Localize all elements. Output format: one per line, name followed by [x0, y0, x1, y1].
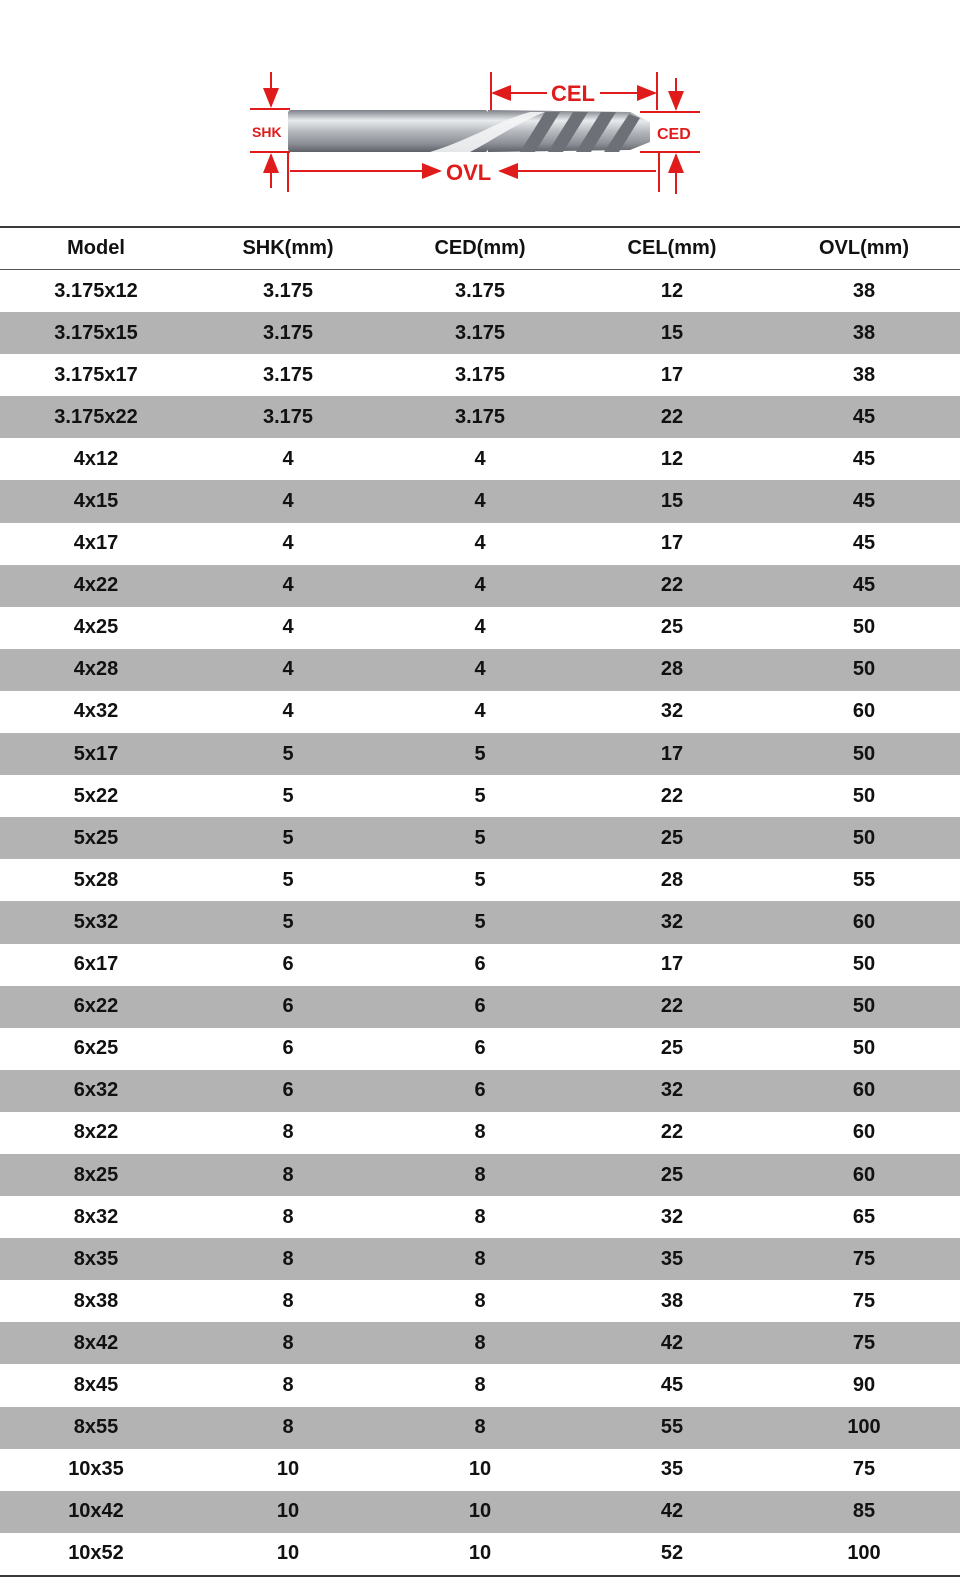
table-row — [0, 523, 960, 565]
cell-ovl: 45 — [852, 447, 876, 470]
shk-label: SHK — [252, 124, 282, 140]
cell-ovl: 38 — [852, 363, 876, 386]
cell-ovl: 60 — [852, 700, 876, 723]
cell-cel: 22 — [660, 405, 684, 428]
cell-cel: 22 — [660, 574, 684, 597]
cell-cel: 35 — [660, 1458, 684, 1481]
cell-shk: 4 — [282, 490, 294, 513]
cell-ced: 6 — [474, 953, 486, 976]
cell-ovl: 60 — [852, 1079, 876, 1102]
cell-model: 6x22 — [73, 995, 119, 1018]
table-row — [0, 649, 960, 691]
cell-ced: 10 — [468, 1500, 492, 1523]
cell-ced: 5 — [474, 826, 486, 849]
cell-shk: 4 — [282, 700, 294, 723]
cell-cel: 17 — [660, 363, 684, 386]
cell-model: 4x32 — [73, 700, 119, 723]
cell-model: 4x28 — [73, 658, 119, 681]
cell-model: 4x12 — [73, 447, 119, 470]
header-ovl: OVL(mm) — [819, 237, 909, 259]
cell-model: 8x42 — [73, 1331, 119, 1354]
cell-cel: 32 — [660, 910, 684, 933]
cell-ced: 4 — [474, 574, 486, 597]
table-header — [0, 228, 960, 270]
cell-ced: 5 — [474, 742, 486, 765]
cell-ced: 8 — [474, 1289, 486, 1312]
table-row — [0, 733, 960, 775]
ovl-label: OVL — [446, 160, 492, 185]
table-row — [0, 354, 960, 396]
cell-ced: 3.175 — [454, 321, 506, 344]
cell-ced: 4 — [474, 490, 486, 513]
cell-model: 5x22 — [73, 784, 119, 807]
cell-cel: 15 — [660, 490, 684, 513]
cell-ovl: 100 — [847, 1542, 881, 1565]
cell-ovl: 85 — [852, 1500, 876, 1523]
cell-cel: 42 — [660, 1331, 684, 1354]
cell-model: 6x25 — [73, 1037, 119, 1060]
cell-model: 4x15 — [73, 490, 119, 513]
cell-cel: 22 — [660, 1121, 684, 1144]
cell-cel: 28 — [660, 868, 684, 891]
cell-model: 4x17 — [73, 532, 119, 555]
cell-ovl: 50 — [852, 953, 876, 976]
cell-ovl: 50 — [852, 1037, 876, 1060]
cell-ced: 5 — [474, 910, 486, 933]
cell-shk: 5 — [282, 868, 294, 891]
cell-shk: 3.175 — [262, 279, 314, 302]
cell-ovl: 75 — [852, 1289, 876, 1312]
cell-shk: 8 — [282, 1247, 294, 1270]
table-row — [0, 565, 960, 607]
cell-shk: 8 — [282, 1373, 294, 1396]
table-row — [0, 396, 960, 438]
table-row — [0, 775, 960, 817]
cell-cel: 17 — [660, 532, 684, 555]
cell-ced: 4 — [474, 532, 486, 555]
cell-cel: 28 — [660, 658, 684, 681]
table-row — [0, 901, 960, 943]
cell-model: 3.175x22 — [54, 405, 138, 428]
header-cel: CEL(mm) — [627, 237, 717, 259]
cell-model: 8x45 — [73, 1373, 119, 1396]
cell-ovl: 38 — [852, 279, 876, 302]
cell-cel: 32 — [660, 1205, 684, 1228]
cell-cel: 25 — [660, 1037, 684, 1060]
cell-model: 6x17 — [73, 953, 119, 976]
cell-ovl: 50 — [852, 995, 876, 1018]
cell-shk: 4 — [282, 574, 294, 597]
cell-model: 10x35 — [68, 1458, 124, 1481]
end-mill-illustration — [0, 0, 960, 226]
cell-shk: 4 — [282, 658, 294, 681]
cell-ced: 6 — [474, 1037, 486, 1060]
spec-table — [0, 226, 960, 1577]
cell-model: 6x32 — [73, 1079, 119, 1102]
cell-model: 10x52 — [68, 1542, 124, 1565]
cell-model: 5x17 — [73, 742, 119, 765]
cell-ovl: 75 — [852, 1247, 876, 1270]
cell-model: 8x22 — [73, 1121, 119, 1144]
table-row — [0, 312, 960, 354]
cell-model: 8x25 — [73, 1163, 119, 1186]
cell-ced: 8 — [474, 1163, 486, 1186]
cell-shk: 6 — [282, 1037, 294, 1060]
table-bottom-rule — [0, 1575, 960, 1577]
cell-cel: 45 — [660, 1373, 684, 1396]
cell-ovl: 45 — [852, 405, 876, 428]
cell-shk: 5 — [282, 784, 294, 807]
cell-ovl: 55 — [852, 868, 876, 891]
table-row — [0, 1491, 960, 1533]
table-row — [0, 817, 960, 859]
cell-ced: 5 — [474, 784, 486, 807]
cell-cel: 38 — [660, 1289, 684, 1312]
cell-ovl: 60 — [852, 1163, 876, 1186]
cell-shk: 4 — [282, 532, 294, 555]
cell-shk: 6 — [282, 953, 294, 976]
cell-shk: 4 — [282, 616, 294, 639]
cell-ced: 8 — [474, 1247, 486, 1270]
cell-model: 4x22 — [73, 574, 119, 597]
cell-cel: 12 — [660, 279, 684, 302]
cell-cel: 12 — [660, 447, 684, 470]
cell-ced: 6 — [474, 995, 486, 1018]
cell-ovl: 60 — [852, 910, 876, 933]
cell-cel: 35 — [660, 1247, 684, 1270]
header-model: Model — [67, 237, 125, 259]
cell-shk: 8 — [282, 1163, 294, 1186]
table-row — [0, 944, 960, 986]
table-row — [0, 1028, 960, 1070]
table-row — [0, 691, 960, 733]
cell-ovl: 50 — [852, 658, 876, 681]
cell-ovl: 50 — [852, 784, 876, 807]
cell-shk: 10 — [276, 1458, 300, 1481]
table-row — [0, 859, 960, 901]
cell-cel: 32 — [660, 1079, 684, 1102]
table-row — [0, 1533, 960, 1575]
cell-shk: 6 — [282, 995, 294, 1018]
cell-ovl: 45 — [852, 490, 876, 513]
cell-shk: 5 — [282, 910, 294, 933]
cell-shk: 8 — [282, 1416, 294, 1439]
end-mill-dimension-diagram — [0, 0, 960, 226]
table-row — [0, 1112, 960, 1154]
cell-shk: 3.175 — [262, 363, 314, 386]
cell-shk: 8 — [282, 1289, 294, 1312]
cell-ced: 4 — [474, 658, 486, 681]
cell-cel: 42 — [660, 1500, 684, 1523]
cell-model: 4x25 — [73, 616, 119, 639]
cell-ced: 8 — [474, 1121, 486, 1144]
table-row — [0, 1407, 960, 1449]
cell-ovl: 45 — [852, 532, 876, 555]
table-row — [0, 270, 960, 312]
cell-model: 5x32 — [73, 910, 119, 933]
table-row — [0, 607, 960, 649]
cel-label: CEL — [551, 81, 595, 106]
cell-shk: 8 — [282, 1121, 294, 1144]
cell-ced: 4 — [474, 447, 486, 470]
cell-cel: 25 — [660, 1163, 684, 1186]
header-ced: CED(mm) — [434, 237, 526, 259]
cell-ovl: 100 — [847, 1416, 881, 1439]
cell-ovl: 75 — [852, 1331, 876, 1354]
cell-cel: 25 — [660, 616, 684, 639]
cell-shk: 3.175 — [262, 321, 314, 344]
cell-cel: 17 — [660, 953, 684, 976]
cell-ovl: 75 — [852, 1458, 876, 1481]
cell-model: 3.175x15 — [54, 321, 138, 344]
table-row — [0, 1449, 960, 1491]
cell-model: 3.175x17 — [54, 363, 138, 386]
cell-ced: 10 — [468, 1458, 492, 1481]
table-row — [0, 1280, 960, 1322]
cell-ovl: 50 — [852, 742, 876, 765]
cell-model: 8x38 — [73, 1289, 119, 1312]
table-row — [0, 1070, 960, 1112]
cell-ced: 4 — [474, 700, 486, 723]
cell-model: 5x25 — [73, 826, 119, 849]
table-row — [0, 480, 960, 522]
cell-model: 8x35 — [73, 1247, 119, 1270]
cell-shk: 4 — [282, 447, 294, 470]
cell-ced: 3.175 — [454, 279, 506, 302]
cell-shk: 3.175 — [262, 405, 314, 428]
ced-label: CED — [657, 126, 691, 143]
table-row — [0, 986, 960, 1028]
table-row — [0, 438, 960, 480]
cell-ovl: 45 — [852, 574, 876, 597]
cell-model: 3.175x12 — [54, 279, 138, 302]
table-row — [0, 1154, 960, 1196]
cell-ovl: 65 — [852, 1205, 876, 1228]
cell-ced: 8 — [474, 1416, 486, 1439]
cell-shk: 8 — [282, 1331, 294, 1354]
cell-shk: 10 — [276, 1500, 300, 1523]
table-row — [0, 1196, 960, 1238]
cell-ced: 10 — [468, 1542, 492, 1565]
cell-cel: 22 — [660, 784, 684, 807]
cell-ced: 6 — [474, 1079, 486, 1102]
cell-model: 10x42 — [68, 1500, 124, 1523]
cell-shk: 5 — [282, 742, 294, 765]
cell-ovl: 50 — [852, 826, 876, 849]
cell-ced: 5 — [474, 868, 486, 891]
cell-ced: 3.175 — [454, 405, 506, 428]
cell-ovl: 60 — [852, 1121, 876, 1144]
cell-shk: 5 — [282, 826, 294, 849]
cell-ovl: 90 — [852, 1373, 876, 1396]
cell-ced: 4 — [474, 616, 486, 639]
cell-cel: 25 — [660, 826, 684, 849]
cell-cel: 15 — [660, 321, 684, 344]
cell-ced: 8 — [474, 1373, 486, 1396]
table-row — [0, 1322, 960, 1364]
cell-model: 8x32 — [73, 1205, 119, 1228]
cell-model: 8x55 — [73, 1416, 119, 1439]
cell-cel: 32 — [660, 700, 684, 723]
cell-ced: 8 — [474, 1331, 486, 1354]
cell-shk: 10 — [276, 1542, 300, 1565]
cell-ced: 3.175 — [454, 363, 506, 386]
cell-cel: 55 — [660, 1416, 684, 1439]
table-row — [0, 1364, 960, 1406]
cell-shk: 6 — [282, 1079, 294, 1102]
cell-ovl: 38 — [852, 321, 876, 344]
cell-ced: 8 — [474, 1205, 486, 1228]
cell-cel: 52 — [660, 1542, 684, 1565]
header-shk: SHK(mm) — [242, 237, 334, 259]
cell-ovl: 50 — [852, 616, 876, 639]
cell-cel: 17 — [660, 742, 684, 765]
cell-cel: 22 — [660, 995, 684, 1018]
table-row — [0, 1238, 960, 1280]
cell-model: 5x28 — [73, 868, 119, 891]
cell-shk: 8 — [282, 1205, 294, 1228]
table-body — [0, 270, 960, 1575]
